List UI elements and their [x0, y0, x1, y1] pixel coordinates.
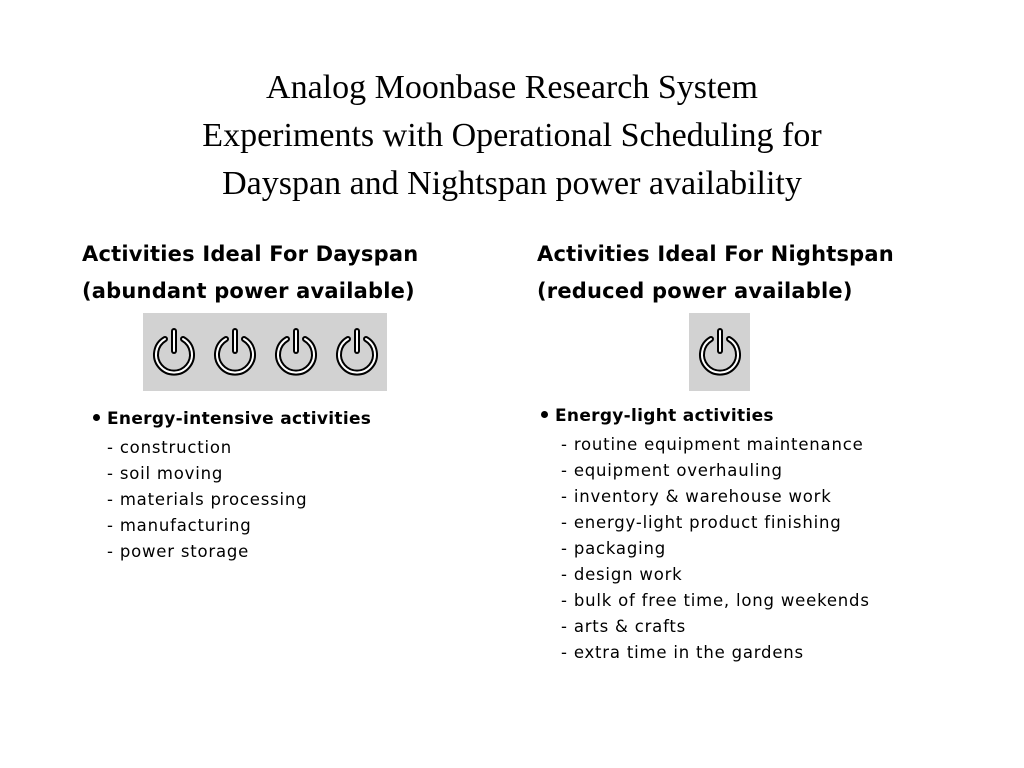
nightspan-heading-line-1: Activities Ideal For Nightspan — [537, 242, 894, 266]
dayspan-column — [82, 236, 418, 310]
slide-title — [0, 64, 1024, 208]
dayspan-heading-line-2: (abundant power available) — [82, 279, 415, 303]
title-line-1: Analog Moonbase Research System — [266, 69, 758, 106]
power-button-icon — [265, 313, 326, 391]
power-button-icon — [204, 313, 265, 391]
bullet-dot — [93, 414, 100, 421]
nightspan-bullet-label: Energy-light activities — [555, 406, 774, 426]
list-item: - equipment overhauling — [561, 458, 870, 484]
power-button-icon — [326, 313, 387, 391]
list-item: - arts & crafts — [561, 614, 870, 640]
title-line-2: Experiments with Operational Scheduling for — [202, 117, 822, 154]
list-item: - inventory & warehouse work — [561, 484, 870, 510]
dayspan-activity-list — [107, 435, 307, 565]
list-item: - design work — [561, 562, 870, 588]
list-item: - soil moving — [107, 461, 307, 487]
dayspan-bullet-label: Energy-intensive activities — [107, 409, 372, 429]
list-item: - extra time in the gardens — [561, 640, 870, 666]
power-button-icon — [689, 313, 750, 391]
nightspan-power-icons — [689, 313, 750, 391]
dayspan-heading-line-1: Activities Ideal For Dayspan — [82, 242, 419, 266]
title-line-3: Dayspan and Nightspan power availability — [222, 165, 802, 202]
nightspan-column — [537, 236, 894, 310]
list-item: - routine equipment maintenance — [561, 432, 870, 458]
dayspan-power-icons — [143, 313, 387, 391]
list-item: - energy-light product finishing — [561, 510, 870, 536]
dayspan-bullet — [93, 409, 371, 429]
power-button-icon — [143, 313, 204, 391]
list-item: - power storage — [107, 539, 307, 565]
list-item: - manufacturing — [107, 513, 307, 539]
nightspan-heading-line-2: (reduced power available) — [537, 279, 853, 303]
nightspan-activity-list — [561, 432, 870, 666]
list-item: - construction — [107, 435, 307, 461]
bullet-dot — [541, 411, 548, 418]
list-item: - bulk of free time, long weekends — [561, 588, 870, 614]
nightspan-bullet — [541, 406, 774, 426]
list-item: - packaging — [561, 536, 870, 562]
list-item: - materials processing — [107, 487, 307, 513]
